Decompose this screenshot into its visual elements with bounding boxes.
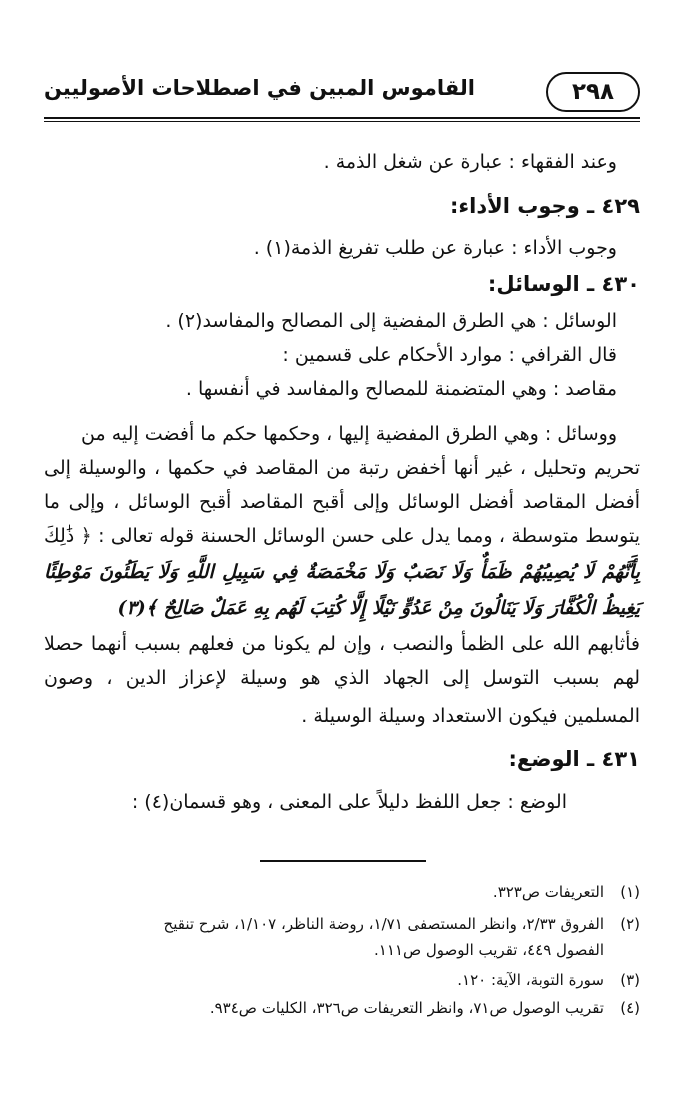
footnote xyxy=(44,996,640,1020)
footnote-text: التعريفات ص٣٢٣. xyxy=(492,883,604,901)
body-line: فأثابهم الله على الظمأ والنصب ، وإن لم يكونا من فعلهم بسبب أنهما حصلا xyxy=(44,633,640,655)
footnote-number: (٣) xyxy=(620,971,640,989)
footnote xyxy=(44,912,640,936)
body-line: يتوسط متوسطة ، ومما يدل على حسن الوسائل الحسنة قوله تعالى : ﴿ ذَٰلِكَ xyxy=(44,525,640,547)
body-line: مقاصد : وهي المتضمنة للمصالح والمفاسد في أنفسها . xyxy=(185,378,617,400)
footnote xyxy=(44,880,640,904)
page-header xyxy=(44,70,640,114)
footnote-text: الفروق ٢/٣٣، وانظر المستصفى ١/٧١، روضة الناظر، ١/١٠٧، شرح تنقيح xyxy=(163,915,604,933)
header-rule-thin xyxy=(44,121,640,122)
body-line: قال القرافي : موارد الأحكام على قسمين : xyxy=(282,344,617,366)
footnote-number: (٢) xyxy=(620,915,640,933)
body-line: الوسائل : هي الطرق المفضية إلى المصالح والمفاسد(٢) . xyxy=(165,310,617,332)
footnote-number: (١) xyxy=(620,883,640,901)
header-rule xyxy=(44,117,640,119)
footnote-text: الفصول ٤٤٩، تقريب الوصول ص١١١. xyxy=(374,941,604,959)
footnote-text: تقريب الوصول ص٧١، وانظر التعريفات ص٣٢٦، الكليات ص٩٣٤. xyxy=(209,999,604,1017)
body-line: تحريم وتحليل ، غير أنها أخفض رتبة من المقاصد في حكمها ، والوسيلة إلى xyxy=(44,457,640,479)
footnote-text: سورة التوبة، الآية: ١٢٠. xyxy=(457,971,604,989)
body-line: المسلمين فيكون الاستعداد وسيلة الوسيلة . xyxy=(301,705,640,727)
entry-heading-430: ٤٣٠ ـ الوسائل: xyxy=(487,272,640,296)
body-line: ووسائل : وهي الطرق المفضية إليها ، وحكمها حكم ما أفضت إليه من xyxy=(81,423,617,445)
entry-heading-429: ٤٢٩ ـ وجوب الأداء: xyxy=(450,194,640,218)
entry-heading-431: ٤٣١ ـ الوضع: xyxy=(508,747,640,771)
footnote xyxy=(44,938,640,962)
footnote-number: (٤) xyxy=(620,999,640,1017)
body-line: الوضع : جعل اللفظ دليلاً على المعنى ، وهو قسمان(٤) : xyxy=(131,791,567,813)
running-title: القاموس المبين في اصطلاحات الأصوليين xyxy=(44,76,475,100)
body-line: لهم بسبب التوسل إلى الجهاد الذي هو وسيلة لإعزاز الدين ، وصون xyxy=(44,667,640,689)
footnote-separator xyxy=(260,860,426,862)
quran-verse-line: يَغِيظُ الْكُفَّارَ وَلَا يَنَالُونَ مِنْ عَدُوٍّ نَيْلًا إِلَّا كُتِبَ لَهُم بِهِ عَمَلٌ صَالِحٌ ﴾(٣) xyxy=(117,597,640,619)
footnote xyxy=(44,968,640,992)
quran-verse-line: بِأَنَّهُمْ لَا يُصِيبُهُمْ ظَمَأٌ وَلَا نَصَبٌ وَلَا مَخْمَصَةٌ فِي سَبِيلِ اللَّهِ وَلَا يَطَئُونَ مَوْطِئًا xyxy=(44,561,640,583)
body-line: وجوب الأداء : عبارة عن طلب تفريغ الذمة(١) . xyxy=(253,237,617,259)
page-number: ٢٩٨ xyxy=(546,72,640,112)
body-line: وعند الفقهاء : عبارة عن شغل الذمة . xyxy=(323,151,617,173)
body-line: أفضل المقاصد أفضل الوسائل وإلى أقبح المقاصد أقبح الوسائل ، وإلى ما xyxy=(44,491,640,513)
